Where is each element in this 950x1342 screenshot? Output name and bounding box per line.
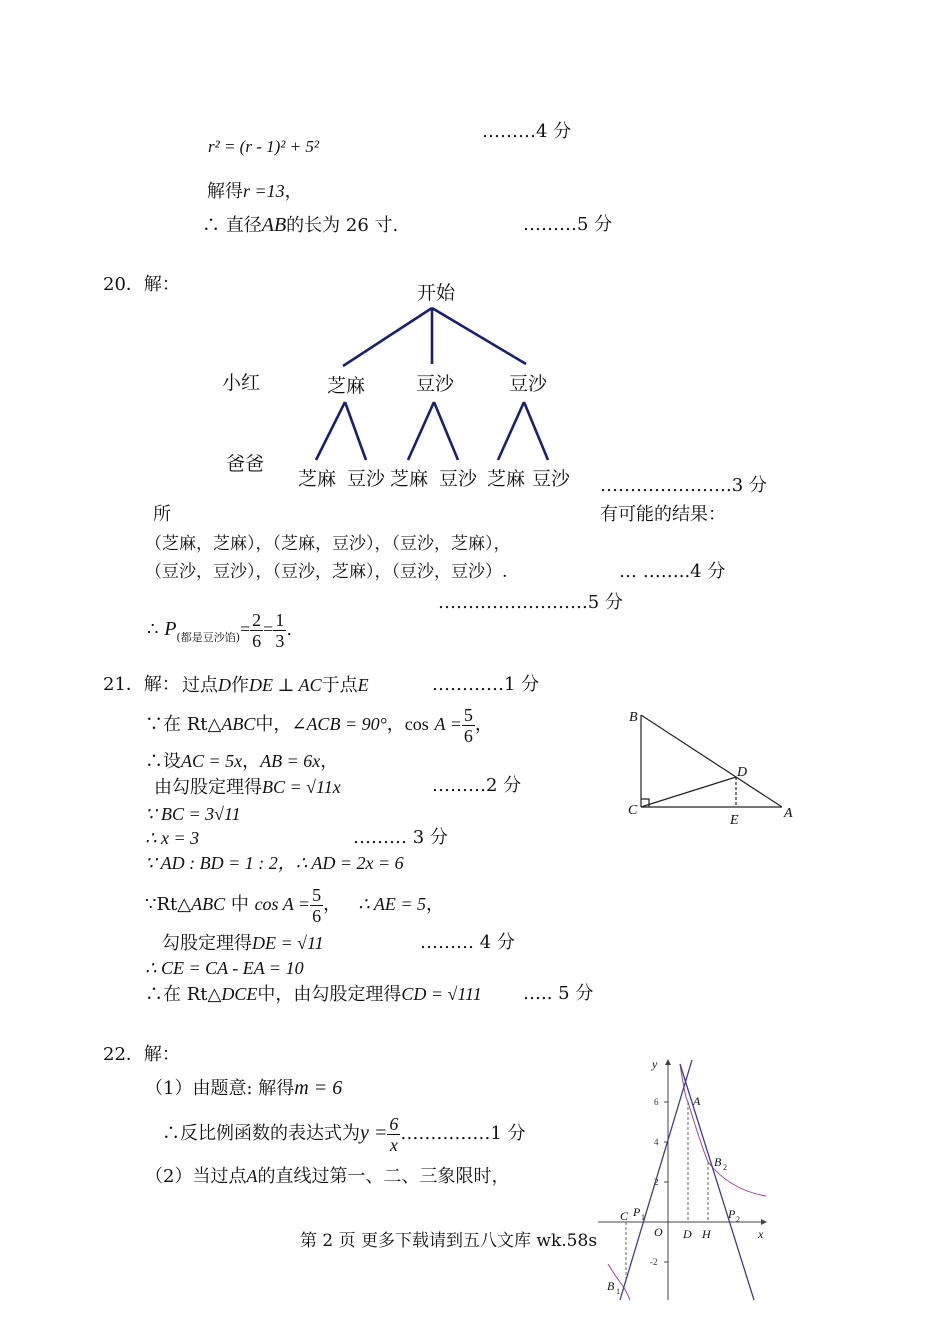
tree-diagram-lines [0,0,950,520]
svg-text:D: D [683,1227,692,1241]
svg-text:P: P [633,1205,641,1219]
p21-line-11: ∴在 Rt△DCE中，由勾股定理得CD = √111 [145,984,482,1005]
conclusion-suffix: 的长为 26 寸. [286,215,399,236]
p21-line-5: ∵ BC = 3√11 [145,804,241,824]
problem-21-label: 21．解： [103,674,180,695]
score-5: ………5 分 [523,214,613,235]
svg-text:x: x [758,1227,764,1241]
p21-line-6: ∴ x = 3 [145,828,200,848]
p21-line-7: ∵ AD : BD = 1 : 2，∴ AD = 2x = 6 [145,853,404,873]
tree-root: 开始 [417,282,456,304]
score-3: ………………….3 分 [600,475,767,496]
all-outcomes-left: 所 [153,504,171,525]
svg-text:P: P [728,1207,736,1221]
label-C: C [628,803,638,818]
tree-node-l2-4: 豆沙 [439,468,478,490]
fraction-6-x: $\frac{6}{x}$ [389,1113,399,1155]
score-5: …………………….5 分 [438,592,623,613]
svg-text:A: A [693,1094,701,1108]
svg-text:-2: -2 [650,1257,658,1267]
p21-line-1: 过点D作DE ⊥ AC于点E [182,675,369,696]
label-B: B [629,710,638,725]
score-3: ……… 3 分 [353,827,448,848]
svg-text:1: 1 [641,1213,645,1222]
triangle-figure [620,700,810,830]
prob-eq: = [240,619,251,639]
p21-line-8: ∵Rt△ABC 中 cos A = $\frac{5}{6}$ ， ∴ AE = 5， [145,884,444,926]
label-A: A [784,806,793,821]
p22-line-2: ∴反比例函数的表达式为y = $\frac{6}{x}$ ……………1 分 [162,1113,526,1155]
svg-text:4: 4 [654,1137,659,1147]
solve-suffix: ， [284,181,303,202]
prob-subscript: (都是豆沙馅) [176,631,240,644]
problem-22-label: 22．解： [103,1044,180,1065]
tree-node-l2-3: 芝麻 [390,468,429,490]
p21-line-9: 勾股定理得DE = √11 [162,933,324,954]
p22-line-1: （1）由题意: 解得m = 6 [145,1077,343,1099]
solve-eq: r =13 [243,181,285,201]
all-outcomes-right: 有可能的结果： [600,504,726,525]
outcomes-line-2: （豆沙，豆沙），（豆沙，芝麻），（豆沙，豆沙）. [145,562,508,582]
probability-line: ∴ $P_{(都是豆沙馅)}=$ $\frac{2}{6}$ = $\frac{1}{3}$ . [147,609,293,651]
p21-line-2: ∵在 Rt△ABC中，∠ACB = 90°，cos A = $\frac{5}{6}$ ， [145,704,493,746]
fraction-2-6: $\frac{2}{6}$ [252,609,262,651]
label-E: E [730,813,739,828]
svg-text:O: O [654,1225,663,1239]
outcomes-line-1: （芝麻，芝麻），（芝麻，豆沙），（豆沙，芝麻）， [145,534,511,554]
score-4: ……… 4 分 [420,932,515,953]
conclusion-var: AB [261,214,287,236]
p22-line-3: （2）当过点A的直线过第一、二、三象限时， [145,1166,510,1187]
fraction-5-6: $\frac{5}{6}$ [463,704,473,746]
tree-node-l1-2: 豆沙 [416,373,455,395]
solve-prefix: 解得 [207,181,243,202]
page-footer: 第 2 页 更多下载请到五八文库 wk.58s [300,1231,598,1251]
svg-text:y: y [652,1057,658,1071]
prob-P: P [164,618,177,640]
svg-text:B: B [714,1155,722,1169]
score-4: ………4 分 [482,121,572,142]
tree-node-l1-3: 豆沙 [509,373,548,395]
svg-text:6: 6 [654,1097,659,1107]
score-4: … ……..4 分 [619,561,726,582]
tree-node-l2-6: 豆沙 [532,468,571,490]
p21-line-3: ∴设AC = 5x，AB = 6x， [145,751,339,772]
p21-line-4: 由勾股定理得BC = √11x [154,777,341,798]
svg-text:C: C [620,1209,629,1223]
problem-20-label: 20．解： [103,274,180,295]
svg-text:2: 2 [654,1177,659,1187]
score-1: …………1 分 [432,674,540,695]
tree-row-label-xiaohong: 小红 [222,372,261,394]
tree-row-label-baba: 爸爸 [226,453,265,475]
p21-line-10: ∴ CE = CA - EA = 10 [145,958,304,978]
svg-text:2: 2 [723,1163,727,1172]
tree-node-l1-1: 芝麻 [327,375,366,397]
equation-r: r² = (r - 1)² + 5² [208,137,319,156]
tree-node-l2-2: 豆沙 [347,468,386,490]
conclusion-prefix: ∴ 直径 [202,215,262,236]
fraction-1-3: $\frac{1}{3}$ [275,609,285,651]
svg-text:2: 2 [736,1215,740,1224]
score-5: ….. 5 分 [523,983,594,1004]
tree-node-l2-5: 芝麻 [487,468,526,490]
prob-prefix: ∴ [147,619,159,640]
svg-text:H: H [702,1227,711,1241]
fraction-5-6: $\frac{5}{6}$ [312,884,322,926]
score-2: ………2 分 [432,775,522,796]
svg-text:B: B [607,1279,615,1293]
label-D: D [737,765,748,780]
tree-node-l2-1: 芝麻 [298,468,337,490]
svg-text:1: 1 [616,1287,620,1296]
coordinate-graph [590,1050,780,1302]
